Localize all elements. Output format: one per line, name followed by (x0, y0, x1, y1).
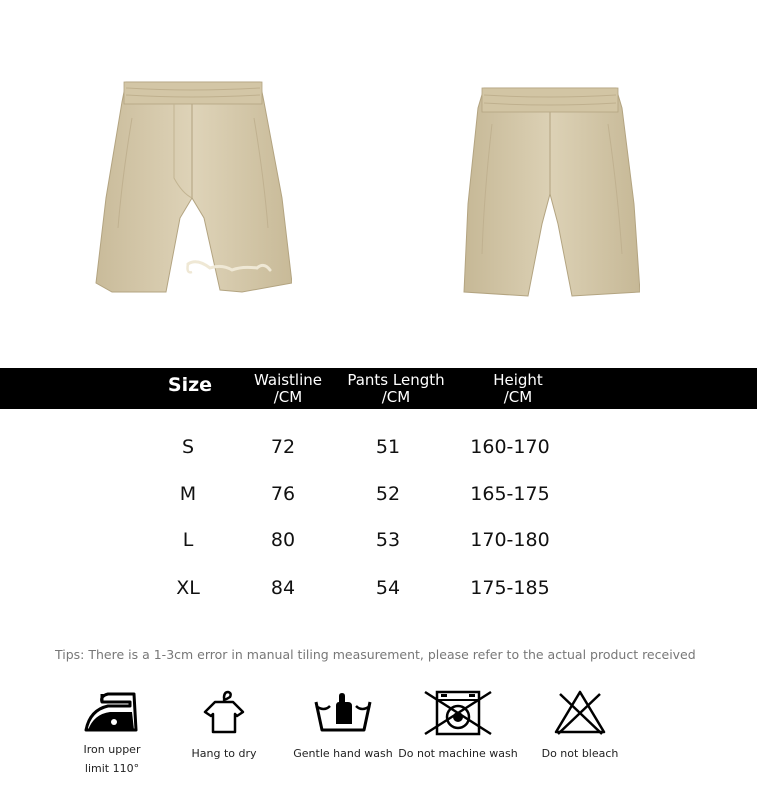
cell-waistline: 72 (270, 436, 296, 458)
cell-pants-length: 52 (375, 483, 401, 505)
care-hang-dry: Hang to dry (184, 688, 264, 763)
hang-dry-icon (199, 688, 249, 736)
cell-size: L (182, 529, 194, 551)
cell-height: 170-180 (470, 529, 550, 551)
cell-waistline: 80 (270, 529, 296, 551)
cell-waistline: 84 (270, 577, 296, 599)
measurement-tip: Tips: There is a 1-3cm error in manual tiling measurement, please refer to the actual product received (55, 647, 696, 662)
cell-pants-length: 53 (375, 529, 401, 551)
cell-pants-length: 54 (375, 577, 401, 599)
table-row (0, 529, 757, 559)
iron-icon (82, 688, 142, 736)
header-size: Size (167, 374, 213, 396)
table-row (0, 577, 757, 607)
care-no-machine-wash: Do not machine wash (398, 688, 518, 763)
shorts-back-photo (462, 84, 640, 300)
table-row (0, 483, 757, 513)
hand-wash-icon (312, 688, 374, 736)
table-row (0, 436, 757, 466)
size-table-header (0, 368, 757, 409)
care-iron: Iron upper limit 110° (72, 688, 152, 778)
no-machine-wash-icon (423, 688, 493, 736)
care-no-bleach: Do not bleach (534, 688, 626, 763)
header-pants-length: Pants Length /CM (347, 371, 445, 406)
cell-size: M (179, 483, 197, 505)
cell-height: 175-185 (470, 577, 550, 599)
header-waistline: Waistline /CM (254, 371, 322, 406)
cell-waistline: 76 (270, 483, 296, 505)
no-bleach-icon (552, 688, 608, 736)
cell-size: XL (176, 577, 200, 599)
cell-height: 160-170 (470, 436, 550, 458)
cell-size: S (181, 436, 195, 458)
care-hand-wash: Gentle hand wash (290, 688, 396, 763)
cell-pants-length: 51 (375, 436, 401, 458)
cell-height: 165-175 (470, 483, 550, 505)
shorts-front-photo (92, 78, 292, 300)
header-height: Height /CM (493, 371, 543, 406)
